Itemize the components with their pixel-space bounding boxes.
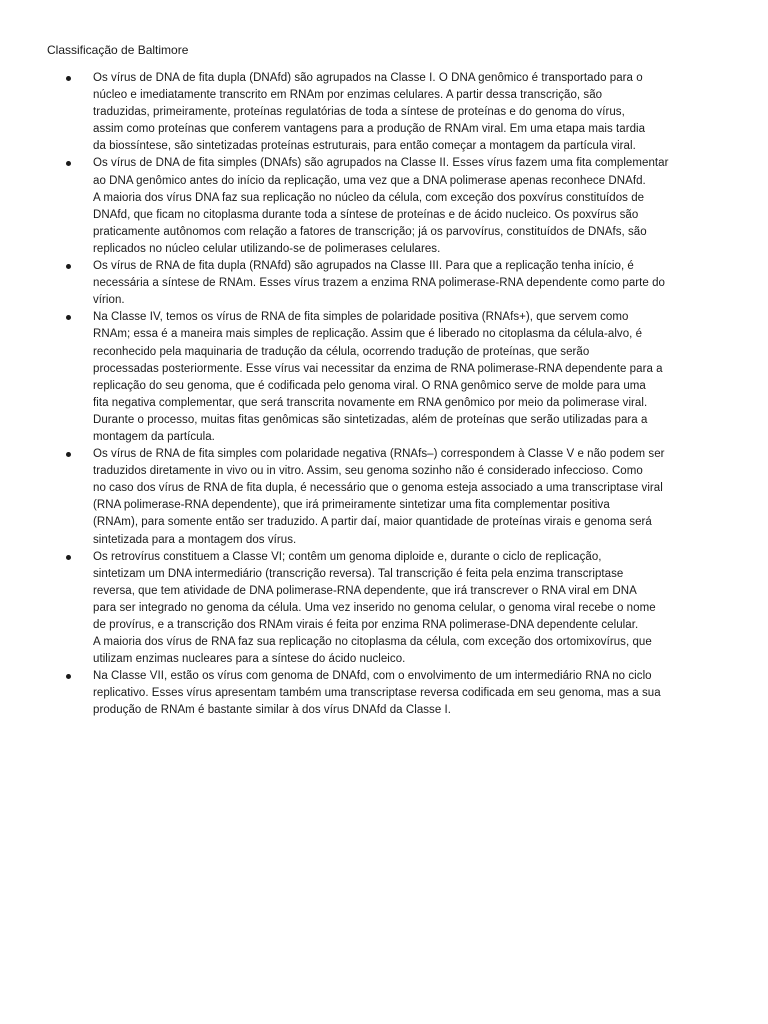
list-item-class-vii xyxy=(66,668,722,719)
list-item-class-i xyxy=(66,70,722,155)
list-item-class-ii xyxy=(66,155,722,258)
paragraph-text: Na Classe VII, estão os vírus com genoma de DNAfd, com o envolvimento de um intermediário RNA no ciclo replicativo. Esses vírus apresentam também uma transcriptase reversa codificada em seu genoma, mas a sua produção de RNAm é bastante similar à dos vírus DNAfd da Classe I. xyxy=(93,670,661,717)
list-item-class-iv xyxy=(66,309,722,446)
bullet-icon xyxy=(66,555,71,560)
paragraph-text: Os vírus de DNA de fita simples (DNAfs) são agrupados na Classe II. Esses vírus fazem uma fita complementar ao DNA genômico antes do início da replicação, uma vez que a DNA polimerase apenas reconhece DNAfd. A maioria dos vírus DNA faz sua replicação no núcleo da célula, com exceção dos poxvírus constituídos de DNAfd, que ficam no citoplasma durante toda a síntese de proteínas e de ácido nucleico. Os poxvírus são praticamente autônomos com relação a fatores de transcrição; já os parvovírus, constituídos de DNAfs, são replicados no núcleo celular utilizando-se de polimerases celulares. xyxy=(93,157,669,255)
bullet-icon xyxy=(66,161,71,166)
list-item-class-v xyxy=(66,446,722,549)
page-title: Classificação de Baltimore xyxy=(47,43,189,57)
paragraph-text: Os retrovírus constituem a Classe VI; contêm um genoma diploide e, durante o ciclo de replicação, sintetizam um DNA intermediário (transcrição reversa). Tal transcrição é feita pela enzima transcriptase reversa, que tem atividade de DNA polimerase-RNA dependente, que irá transcrever o RNA viral em DNA para ser integrado no genoma da célula. Uma vez inserido no genoma celular, o genoma viral recebe o nome de provírus, e a transcrição dos RNAm virais é feita por enzima RNA polimerase-DNA dependente celular. A maioria dos vírus de RNA faz sua replicação no citoplasma da célula, com exceção dos ortomixovírus, que utilizam enzimas nucleares para a síntese do ácido nucleico. xyxy=(93,550,656,666)
list-item-class-iii xyxy=(66,258,722,309)
bullet-icon xyxy=(66,264,71,269)
bullet-icon xyxy=(66,674,71,679)
bullet-icon xyxy=(66,76,71,81)
bullet-icon xyxy=(66,315,71,320)
paragraph-text: Na Classe IV, temos os vírus de RNA de fita simples de polaridade positiva (RNAfs+), que servem como RNAm; essa é a maneira mais simples de replicação. Assim que é liberado no citoplasma da célula-alvo, é reconhecido pela maquinaria de tradução da célula, ocorrendo tradução de proteínas, que serão processadas posteriormente. Esse vírus vai necessitar da enzima de RNA polimerase-RNA dependente para a replicação do seu genoma, que é codificada pelo genoma viral. O RNA genômico serve de molde para uma fita negativa complementar, que será transcrita novamente em RNA genômico por meio da polimerase viral. Durante o processo, muitas fitas genômicas são sintetizadas, além de proteínas que serão utilizadas para a montagem da partícula. xyxy=(93,311,663,443)
paragraph-text: Os vírus de RNA de fita simples com polaridade negativa (RNAfs–) correspondem à Classe V e não podem ser traduzidos diretamente in vivo ou in vitro. Assim, seu genoma sozinho não é considerado infeccioso. Como no caso dos vírus de RNA de fita dupla, é necessário que o genoma esteja associado a uma transcriptase viral (RNA polimerase-RNA dependente), que irá primeiramente sintetizar uma fita complementar positiva (RNAm), para somente então ser traduzido. A partir daí, maior quantidade de proteínas virais e genoma será sintetizada para a montagem dos vírus. xyxy=(93,448,665,546)
paragraph-text: Os vírus de DNA de fita dupla (DNAfd) são agrupados na Classe I. O DNA genômico é transportado para o núcleo e imediatamente transcrito em RNAm por enzimas celulares. A partir dessa transcrição, são traduzidas, primeiramente, proteínas regulatórias de toda a síntese de proteínas e do genoma do vírus, assim como proteínas que conferem vantagens para a produção de RNAm viral. Em uma etapa mais tardia da biossíntese, são sintetizadas proteínas estruturais, para então começar a montagem da partícula viral. xyxy=(93,72,646,153)
paragraph-text: Os vírus de RNA de fita dupla (RNAfd) são agrupados na Classe III. Para que a replicação tenha início, é necessária a síntese de RNAm. Esses vírus trazem a enzima RNA polimerase-RNA dependente como parte do vírion. xyxy=(93,260,666,307)
bullet-list xyxy=(66,70,722,720)
bullet-icon xyxy=(66,452,71,457)
list-item-class-vi xyxy=(66,549,722,669)
